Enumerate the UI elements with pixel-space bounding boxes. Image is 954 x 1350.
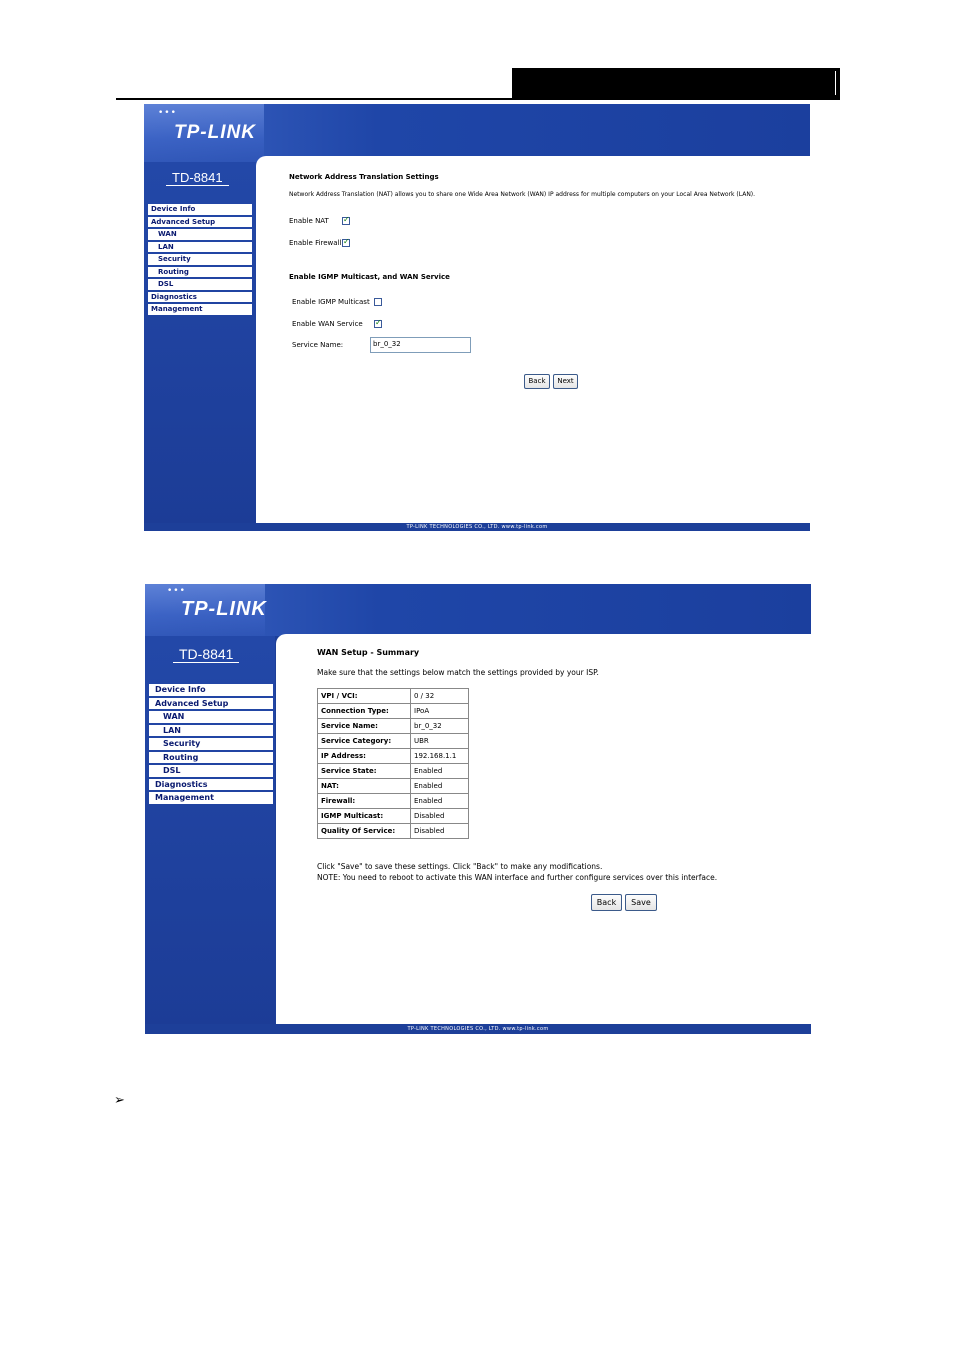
sidebar-item-wan[interactable]: WAN: [149, 711, 273, 723]
summary-key: Quality Of Service:: [318, 824, 411, 839]
summary-note-2: NOTE: You need to reboot to activate this WAN interface and further configure services over this interface.: [317, 873, 718, 882]
content-panel: [256, 156, 810, 523]
nat-title: Network Address Translation Settings: [289, 173, 439, 181]
summary-key: IGMP Multicast:: [318, 809, 411, 824]
banner: [144, 104, 810, 162]
sidebar-menu: [148, 204, 252, 317]
summary-key: Service Name:: [318, 719, 411, 734]
sidebar-item-management[interactable]: Management: [149, 792, 273, 804]
enable-nat-checkbox[interactable]: [342, 217, 350, 225]
wan-summary-screenshot: [145, 584, 811, 1034]
page-header-block: [512, 68, 840, 98]
table-row: [318, 794, 469, 809]
table-row: [318, 764, 469, 779]
wan-service-checkbox[interactable]: [374, 320, 382, 328]
igmp-checkbox[interactable]: [374, 298, 382, 306]
sidebar-item-advanced-setup[interactable]: Advanced Setup: [149, 698, 273, 710]
summary-value: br_0_32: [411, 719, 469, 734]
table-row: [318, 704, 469, 719]
sidebar: [145, 636, 275, 1034]
back-button[interactable]: Back: [524, 374, 550, 389]
sidebar-item-lan[interactable]: LAN: [149, 725, 273, 737]
summary-value: Disabled: [411, 824, 469, 839]
summary-value: Disabled: [411, 809, 469, 824]
igmp-section-title: Enable IGMP Multicast, and WAN Service: [289, 273, 450, 281]
summary-value: IPoA: [411, 704, 469, 719]
sidebar-item-diagnostics[interactable]: Diagnostics: [149, 779, 273, 791]
sidebar-item-lan[interactable]: LAN: [148, 242, 252, 253]
model-label: TD-8841: [166, 170, 229, 186]
page-header-line: [116, 98, 840, 100]
enable-firewall-checkbox[interactable]: [342, 239, 350, 247]
igmp-label: Enable IGMP Multicast: [292, 298, 370, 306]
sidebar-item-dsl[interactable]: DSL: [148, 279, 252, 290]
sidebar-item-security[interactable]: Security: [149, 738, 273, 750]
sidebar-item-device-info[interactable]: Device Info: [148, 204, 252, 215]
banner: [145, 584, 811, 636]
summary-value: 0 / 32: [411, 689, 469, 704]
table-row: [318, 689, 469, 704]
summary-title: WAN Setup - Summary: [317, 648, 420, 657]
bullet-arrow-icon: ➢: [114, 1093, 125, 1108]
sidebar-item-routing[interactable]: Routing: [149, 752, 273, 764]
sidebar: [144, 162, 256, 531]
table-row: [318, 734, 469, 749]
table-row: [318, 824, 469, 839]
summary-key: Connection Type:: [318, 704, 411, 719]
enable-firewall-label: Enable Firewall: [289, 239, 342, 247]
sidebar-item-device-info[interactable]: Device Info: [149, 684, 273, 696]
logo-dots-icon: •••: [158, 108, 177, 118]
sidebar-item-management[interactable]: Management: [148, 304, 252, 315]
summary-value: Enabled: [411, 764, 469, 779]
summary-table: [317, 688, 469, 839]
sidebar-item-diagnostics[interactable]: Diagnostics: [148, 292, 252, 303]
logo-dots-icon: •••: [167, 586, 186, 596]
sidebar-item-security[interactable]: Security: [148, 254, 252, 265]
table-row: [318, 779, 469, 794]
save-button[interactable]: Save: [625, 894, 657, 911]
table-row: [318, 719, 469, 734]
content-panel: [276, 634, 811, 1024]
wan-service-label: Enable WAN Service: [292, 320, 363, 328]
summary-intro: Make sure that the settings below match the settings provided by your ISP.: [317, 668, 599, 677]
footer: TP-LINK TECHNOLOGIES CO., LTD. www.tp-link.com: [144, 523, 810, 531]
summary-key: Firewall:: [318, 794, 411, 809]
model-label: TD-8841: [173, 646, 239, 663]
service-name-label: Service Name:: [292, 341, 344, 349]
table-row: [318, 809, 469, 824]
summary-key: VPI / VCI:: [318, 689, 411, 704]
sidebar-item-dsl[interactable]: DSL: [149, 765, 273, 777]
next-button[interactable]: Next: [553, 374, 578, 389]
table-row: [318, 749, 469, 764]
nat-description: Network Address Translation (NAT) allows you to share one Wide Area Network (WAN) IP address for multiple computers on your Local Area Network (LAN).: [289, 191, 756, 198]
sidebar-item-routing[interactable]: Routing: [148, 267, 252, 278]
summary-note-1: Click "Save" to save these settings. Click "Back" to make any modifications.: [317, 862, 603, 871]
summary-key: Service Category:: [318, 734, 411, 749]
footer: TP-LINK TECHNOLOGIES CO., LTD. www.tp-link.com: [145, 1024, 811, 1034]
summary-key: NAT:: [318, 779, 411, 794]
summary-key: IP Address:: [318, 749, 411, 764]
sidebar-item-advanced-setup[interactable]: Advanced Setup: [148, 217, 252, 228]
sidebar-item-wan[interactable]: WAN: [148, 229, 252, 240]
enable-nat-label: Enable NAT: [289, 217, 329, 225]
tp-link-logo: TP-LINK: [174, 122, 256, 143]
tp-link-logo: TP-LINK: [181, 598, 267, 620]
sidebar-menu: [149, 684, 273, 806]
summary-value: Enabled: [411, 794, 469, 809]
nat-settings-screenshot: [144, 104, 810, 531]
summary-value: 192.168.1.1: [411, 749, 469, 764]
summary-value: UBR: [411, 734, 469, 749]
summary-value: Enabled: [411, 779, 469, 794]
back-button[interactable]: Back: [591, 894, 622, 911]
summary-key: Service State:: [318, 764, 411, 779]
service-name-input[interactable]: br_0_32: [370, 337, 471, 353]
